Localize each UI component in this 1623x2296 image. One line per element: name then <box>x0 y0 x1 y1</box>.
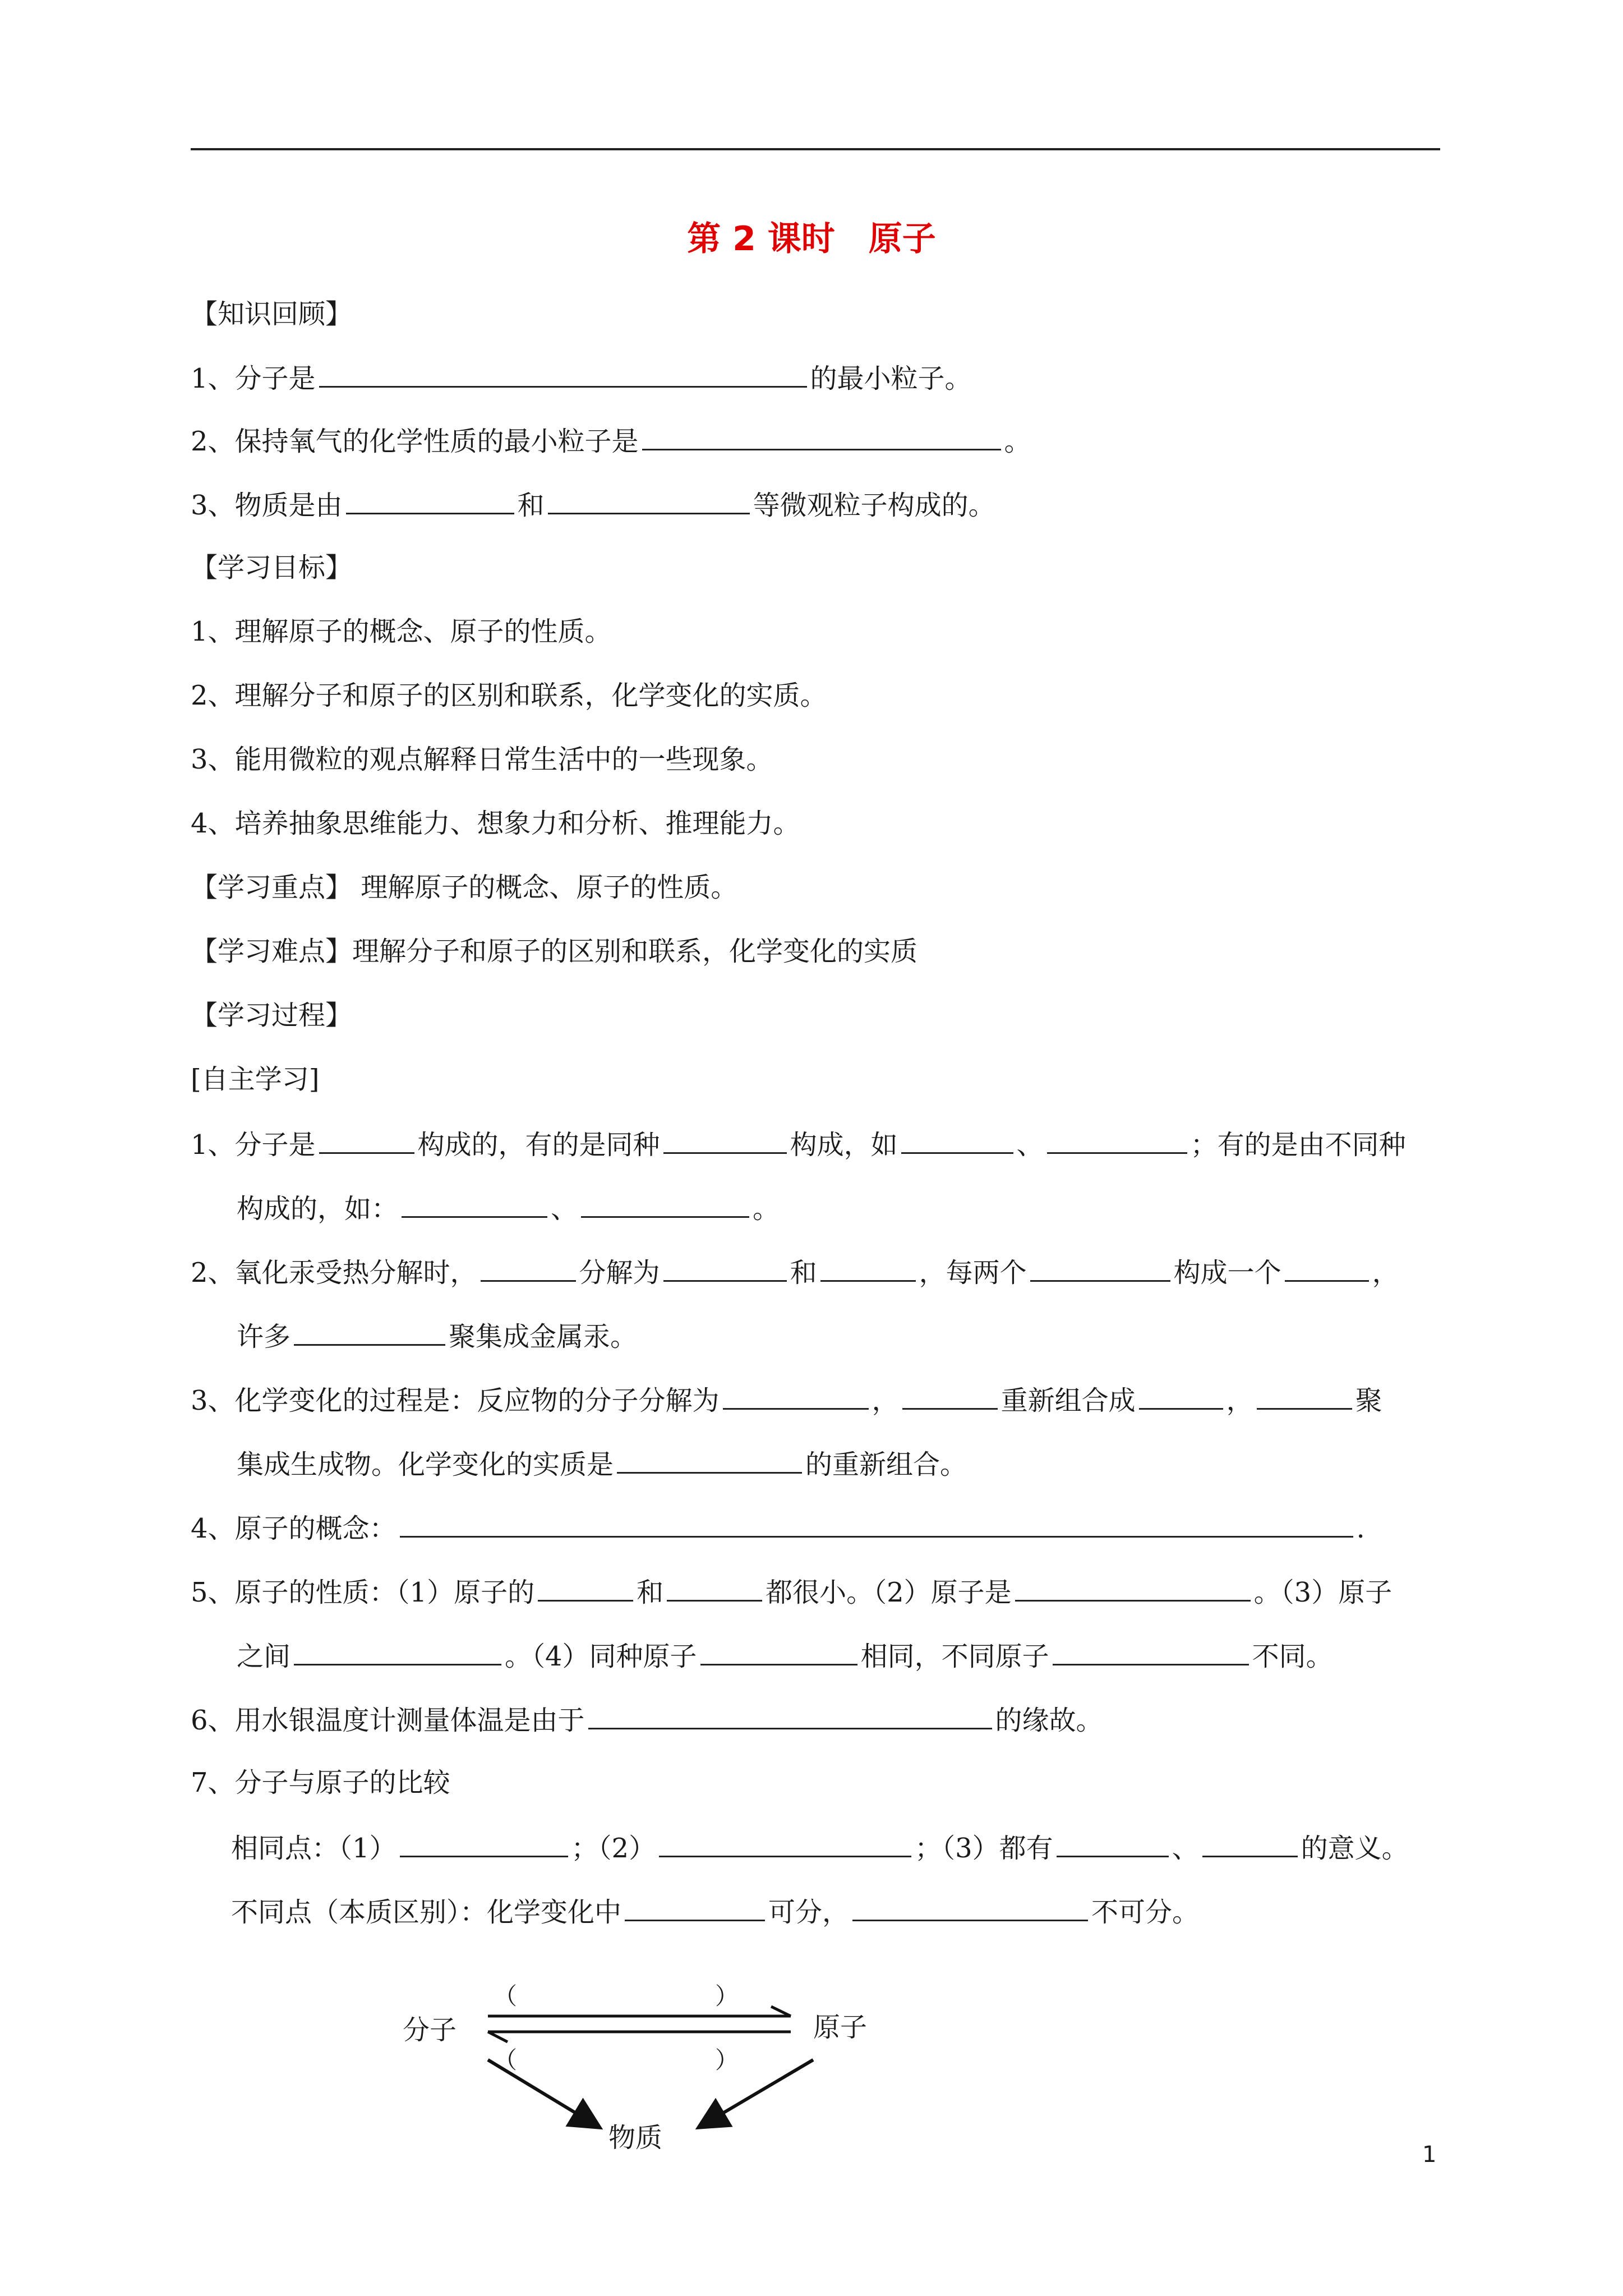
text: 许多 <box>237 1321 291 1352</box>
text: ；有的是由不同种 <box>1190 1129 1406 1161</box>
focus-heading: 【学习重点】 <box>191 872 353 903</box>
text: 聚集成金属汞。 <box>449 1321 638 1352</box>
goal-item: 1、理解原子的概念、原子的性质。 <box>191 616 612 647</box>
text: 的意义。 <box>1301 1833 1409 1864</box>
diagram-atom-label: 原子 <box>813 2012 868 2043</box>
section-self-study-heading: [自主学习] <box>191 1064 320 1095</box>
text: 6、用水银温度计测量体温是由于 <box>191 1705 585 1736</box>
text: 不同。 <box>1252 1641 1333 1672</box>
page-title: 第 2 课时 原子 <box>687 219 936 259</box>
focus-text: 理解原子的概念、原子的性质。 <box>361 872 738 903</box>
paren-close: ） <box>715 1982 739 2010</box>
text: ， <box>1226 1385 1253 1416</box>
text: 集成生成物。化学变化的实质是 <box>237 1449 614 1480</box>
text: 5、原子的性质：（1）原子的 <box>191 1577 535 1608</box>
text: ；（3）都有 <box>915 1833 1053 1864</box>
text: 分解为 <box>579 1257 660 1289</box>
text: 都很小。（2）原子是 <box>766 1577 1012 1608</box>
review-q2-suffix: 。 <box>1004 426 1031 457</box>
diagram-molecule-label: 分子 <box>403 2014 457 2046</box>
text: ， <box>872 1385 899 1416</box>
paren-close: ） <box>715 2046 739 2074</box>
text: 、 <box>1016 1129 1044 1161</box>
text: 构成一个 <box>1173 1257 1281 1289</box>
goal-item: 4、培养抽象思维能力、想象力和分析、推理能力。 <box>191 808 800 839</box>
text: 构成的，如： <box>237 1193 399 1225</box>
text: 。（3）原子 <box>1253 1577 1393 1608</box>
text: ， <box>1372 1257 1399 1289</box>
text: 、 <box>551 1193 578 1225</box>
text: 和 <box>637 1577 664 1608</box>
review-q1-suffix: 的最小粒子。 <box>810 363 972 394</box>
text: 相同，不同原子 <box>860 1641 1049 1672</box>
review-q3-and: 和 <box>517 490 545 521</box>
section-review-heading: 【知识回顾】 <box>191 298 353 330</box>
text: 2、氧化汞受热分解时， <box>191 1257 477 1289</box>
review-q1-text: 1、分子是 <box>191 363 316 394</box>
text: 3、化学变化的过程是：反应物的分子分解为 <box>191 1385 720 1416</box>
page-number: 1 <box>1422 2142 1437 2168</box>
study-q7: 7、分子与原子的比较 <box>191 1767 450 1798</box>
text: . <box>1356 1513 1365 1544</box>
text: 。（4）同种原子 <box>505 1641 697 1672</box>
text: 4、原子的概念： <box>191 1513 396 1544</box>
text: 。 <box>753 1193 780 1225</box>
text: 1、分子是 <box>191 1129 316 1161</box>
reverse-arrow <box>488 2032 791 2042</box>
text: 构成，如 <box>790 1129 898 1161</box>
text: 的缘故。 <box>995 1705 1103 1736</box>
text: 和 <box>790 1257 817 1289</box>
difficulty-text: 理解分子和原子的区别和联系，化学变化的实质 <box>352 936 918 967</box>
paren-open: （ <box>494 2046 518 2074</box>
review-q2-text: 2、保持氧气的化学性质的最小粒子是 <box>191 426 639 457</box>
text: 、 <box>1172 1833 1199 1864</box>
section-goals-heading: 【学习目标】 <box>191 552 353 583</box>
text: 的重新组合。 <box>805 1449 967 1480</box>
diagram-substance-label: 物质 <box>608 2122 663 2154</box>
text: 不可分。 <box>1091 1897 1200 1928</box>
section-process-heading: 【学习过程】 <box>191 1000 353 1031</box>
review-q3-suffix: 等微观粒子构成的。 <box>753 490 995 521</box>
text: 相同点：（1） <box>231 1833 396 1864</box>
text: 重新组合成 <box>1000 1385 1136 1416</box>
text: 聚 <box>1355 1385 1382 1416</box>
text: 构成的，有的是同种 <box>417 1129 660 1161</box>
text: 之间 <box>237 1641 291 1672</box>
goal-item: 3、能用微粒的观点解释日常生活中的一些现象。 <box>191 744 773 775</box>
review-q3-text: 3、物质是由 <box>191 490 343 521</box>
text: 可分， <box>768 1897 850 1928</box>
paren-open: （ <box>494 1982 518 2010</box>
forward-arrow <box>488 2007 791 2016</box>
difficulty-heading: 【学习难点】 <box>191 936 353 967</box>
text: 不同点（本质区别）：化学变化中 <box>231 1897 622 1928</box>
goal-item: 2、理解分子和原子的区别和联系，化学变化的实质。 <box>191 680 827 711</box>
text: ；（2） <box>571 1833 656 1864</box>
text: ，每两个 <box>919 1257 1027 1289</box>
